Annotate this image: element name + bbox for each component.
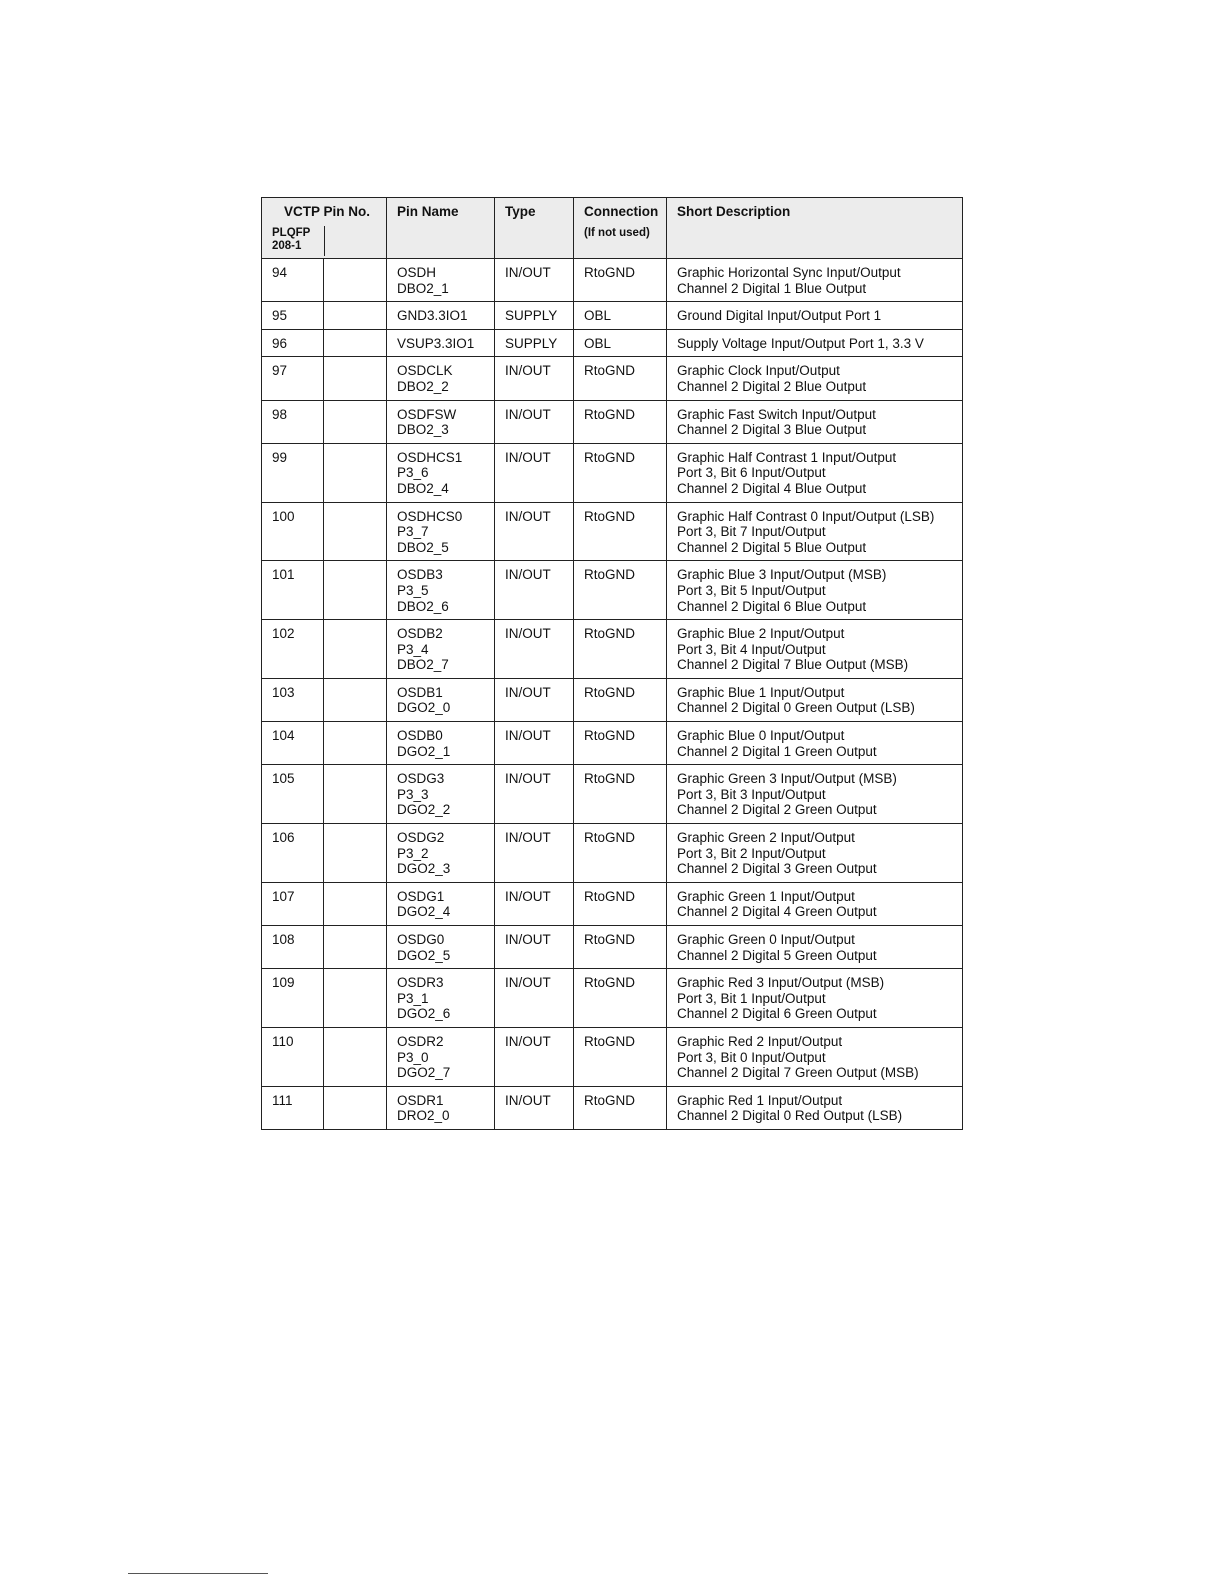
plqfp-cell (324, 357, 387, 400)
description-cell: Graphic Half Contrast 0 Input/Output (LSB) Port 3, Bit 7 Input/Output Channel 2 Digital 5 Blue Output (667, 502, 963, 561)
table-row (262, 969, 963, 1028)
header-vctp-pin-no (262, 198, 387, 259)
connection-cell: RtoGND (574, 1086, 667, 1129)
type-cell: IN/OUT (495, 678, 574, 721)
pin-name-cell: OSDR1 DRO2_0 (387, 1086, 495, 1129)
description-cell: Graphic Blue 1 Input/Output Channel 2 Digital 0 Green Output (LSB) (667, 678, 963, 721)
description-cell: Graphic Blue 2 Input/Output Port 3, Bit 4 Input/Output Channel 2 Digital 7 Blue Output (MSB) (667, 620, 963, 679)
connection-cell: RtoGND (574, 443, 667, 502)
pin-number-cell: 100 (262, 502, 324, 561)
type-cell: IN/OUT (495, 926, 574, 969)
table-row (262, 765, 963, 824)
table-row (262, 400, 963, 443)
connection-cell: RtoGND (574, 400, 667, 443)
table-row (262, 926, 963, 969)
pin-number-cell: 98 (262, 400, 324, 443)
pin-number-cell: 104 (262, 722, 324, 765)
connection-cell: OBL (574, 329, 667, 357)
plqfp-cell (324, 882, 387, 925)
connection-cell: RtoGND (574, 882, 667, 925)
table-header (262, 198, 963, 259)
table-row (262, 620, 963, 679)
connection-cell: RtoGND (574, 561, 667, 620)
table-row (262, 259, 963, 302)
pin-name-cell: OSDG3 P3_3 DGO2_2 (387, 765, 495, 824)
type-cell: IN/OUT (495, 620, 574, 679)
table-row (262, 1027, 963, 1086)
type-cell: IN/OUT (495, 400, 574, 443)
type-cell: IN/OUT (495, 502, 574, 561)
connection-cell: RtoGND (574, 1027, 667, 1086)
type-cell: IN/OUT (495, 357, 574, 400)
pin-name-cell: OSDG0 DGO2_5 (387, 926, 495, 969)
plqfp-cell (324, 561, 387, 620)
table-row (262, 302, 963, 330)
description-cell: Graphic Clock Input/Output Channel 2 Digital 2 Blue Output (667, 357, 963, 400)
description-cell: Graphic Red 3 Input/Output (MSB) Port 3, Bit 1 Input/Output Channel 2 Digital 6 Green Output (667, 969, 963, 1028)
type-cell: IN/OUT (495, 443, 574, 502)
table-row (262, 561, 963, 620)
pin-name-cell: OSDG2 P3_2 DGO2_3 (387, 824, 495, 883)
plqfp-cell (324, 443, 387, 502)
plqfp-cell (324, 722, 387, 765)
pin-number-cell: 102 (262, 620, 324, 679)
pin-name-cell: OSDG1 DGO2_4 (387, 882, 495, 925)
connection-cell: RtoGND (574, 969, 667, 1028)
header-pin-name: Pin Name (387, 198, 495, 259)
plqfp-cell (324, 502, 387, 561)
pin-number-cell: 96 (262, 329, 324, 357)
type-cell: IN/OUT (495, 969, 574, 1028)
header-row (262, 198, 963, 259)
pin-number-cell: 103 (262, 678, 324, 721)
pin-name-cell: OSDB0 DGO2_1 (387, 722, 495, 765)
table-row (262, 882, 963, 925)
description-cell: Graphic Half Contrast 1 Input/Output Port 3, Bit 6 Input/Output Channel 2 Digital 4 Blue Output (667, 443, 963, 502)
header-connection-label: Connection (584, 204, 659, 219)
pin-number-cell: 106 (262, 824, 324, 883)
connection-cell: RtoGND (574, 620, 667, 679)
description-cell: Graphic Green 3 Input/Output (MSB) Port 3, Bit 3 Input/Output Channel 2 Digital 2 Green Output (667, 765, 963, 824)
connection-cell: RtoGND (574, 502, 667, 561)
plqfp-cell (324, 259, 387, 302)
description-cell: Graphic Red 2 Input/Output Port 3, Bit 0 Input/Output Channel 2 Digital 7 Green Output (MSB) (667, 1027, 963, 1086)
description-cell: Graphic Red 1 Input/Output Channel 2 Digital 0 Red Output (LSB) (667, 1086, 963, 1129)
pin-number-cell: 101 (262, 561, 324, 620)
connection-cell: RtoGND (574, 678, 667, 721)
connection-cell: RtoGND (574, 259, 667, 302)
pin-description-table (261, 197, 963, 1130)
description-cell: Graphic Blue 0 Input/Output Channel 2 Digital 1 Green Output (667, 722, 963, 765)
connection-cell: RtoGND (574, 722, 667, 765)
table-row (262, 502, 963, 561)
pin-name-cell: OSDB2 P3_4 DBO2_7 (387, 620, 495, 679)
header-short-description: Short Description (667, 198, 963, 259)
plqfp-cell (324, 302, 387, 330)
type-cell: IN/OUT (495, 1027, 574, 1086)
type-cell: IN/OUT (495, 722, 574, 765)
table-row (262, 722, 963, 765)
plqfp-cell (324, 1086, 387, 1129)
pin-number-cell: 110 (262, 1027, 324, 1086)
pin-name-cell: OSDHCS1 P3_6 DBO2_4 (387, 443, 495, 502)
pin-name-cell: OSDB1 DGO2_0 (387, 678, 495, 721)
pin-name-cell: VSUP3.3IO1 (387, 329, 495, 357)
pin-name-cell: OSDH DBO2_1 (387, 259, 495, 302)
description-cell: Graphic Blue 3 Input/Output (MSB) Port 3, Bit 5 Input/Output Channel 2 Digital 6 Blue Output (667, 561, 963, 620)
table-body (262, 259, 963, 1130)
connection-cell: RtoGND (574, 765, 667, 824)
connection-cell: RtoGND (574, 926, 667, 969)
type-cell: SUPPLY (495, 329, 574, 357)
pin-number-cell: 111 (262, 1086, 324, 1129)
header-connection-note: (If not used) (584, 226, 650, 239)
connection-cell: OBL (574, 302, 667, 330)
table-row (262, 678, 963, 721)
pin-name-cell: OSDHCS0 P3_7 DBO2_5 (387, 502, 495, 561)
pin-number-cell: 95 (262, 302, 324, 330)
pin-name-cell: OSDFSW DBO2_3 (387, 400, 495, 443)
type-cell: IN/OUT (495, 882, 574, 925)
type-cell: IN/OUT (495, 765, 574, 824)
description-cell: Ground Digital Input/Output Port 1 (667, 302, 963, 330)
type-cell: IN/OUT (495, 259, 574, 302)
type-cell: IN/OUT (495, 561, 574, 620)
description-cell: Graphic Green 2 Input/Output Port 3, Bit 2 Input/Output Channel 2 Digital 3 Green Output (667, 824, 963, 883)
pin-number-cell: 97 (262, 357, 324, 400)
description-cell: Graphic Green 0 Input/Output Channel 2 Digital 5 Green Output (667, 926, 963, 969)
pin-number-cell: 94 (262, 259, 324, 302)
pin-number-cell: 105 (262, 765, 324, 824)
pin-name-cell: OSDR2 P3_0 DGO2_7 (387, 1027, 495, 1086)
table-row (262, 1086, 963, 1129)
pin-name-cell: GND3.3IO1 (387, 302, 495, 330)
plqfp-cell (324, 969, 387, 1028)
header-vctp-label: VCTP Pin No. (284, 204, 371, 219)
type-cell: SUPPLY (495, 302, 574, 330)
table-row (262, 443, 963, 502)
pin-number-cell: 108 (262, 926, 324, 969)
plqfp-cell (324, 329, 387, 357)
header-subcolumn-divider (324, 226, 325, 256)
pin-number-cell: 99 (262, 443, 324, 502)
header-plqfp-label: PLQFP 208-1 (272, 227, 311, 252)
pin-name-cell: OSDB3 P3_5 DBO2_6 (387, 561, 495, 620)
plqfp-cell (324, 765, 387, 824)
description-cell: Graphic Green 1 Input/Output Channel 2 Digital 4 Green Output (667, 882, 963, 925)
plqfp-cell (324, 620, 387, 679)
plqfp-cell (324, 678, 387, 721)
pin-number-cell: 107 (262, 882, 324, 925)
header-type: Type (495, 198, 574, 259)
pin-name-cell: OSDR3 P3_1 DGO2_6 (387, 969, 495, 1028)
pin-name-cell: OSDCLK DBO2_2 (387, 357, 495, 400)
description-cell: Graphic Fast Switch Input/Output Channel 2 Digital 3 Blue Output (667, 400, 963, 443)
plqfp-cell (324, 926, 387, 969)
type-cell: IN/OUT (495, 1086, 574, 1129)
table-row (262, 357, 963, 400)
table-row (262, 824, 963, 883)
connection-cell: RtoGND (574, 357, 667, 400)
plqfp-cell (324, 824, 387, 883)
footnote-separator (128, 1573, 268, 1574)
plqfp-cell (324, 400, 387, 443)
pin-number-cell: 109 (262, 969, 324, 1028)
header-connection (574, 198, 667, 259)
plqfp-cell (324, 1027, 387, 1086)
table-row (262, 329, 963, 357)
connection-cell: RtoGND (574, 824, 667, 883)
description-cell: Graphic Horizontal Sync Input/Output Channel 2 Digital 1 Blue Output (667, 259, 963, 302)
type-cell: IN/OUT (495, 824, 574, 883)
description-cell: Supply Voltage Input/Output Port 1, 3.3 V (667, 329, 963, 357)
